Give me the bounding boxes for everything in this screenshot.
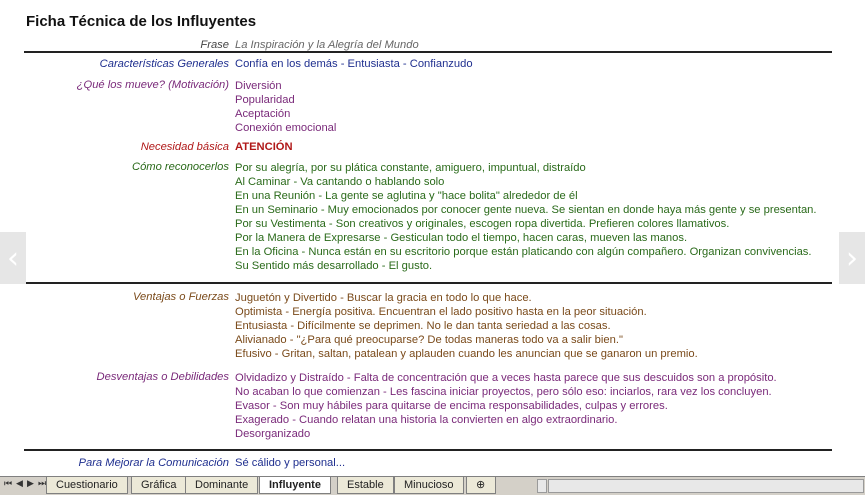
desventajas-label: Desventajas o Debilidades (96, 371, 229, 383)
reconocer-item: Por su alegría, por su plática constante, amiguero, impuntual, distraído (235, 162, 586, 174)
prev-arrow-icon[interactable]: ‹ (0, 232, 26, 284)
tab-influyente[interactable]: Influyente (259, 477, 331, 494)
sheet-tab-bar (0, 476, 865, 495)
desventajas-item: Olvidadizo y Distraído - Falta de concentración que a veces hasta parece que sus descuidos son a propósito. (235, 372, 777, 384)
reconocer-item: Su Sentido más desarrollado - El gusto. (235, 260, 433, 272)
frase-value: La Inspiración y la Alegría del Mundo (235, 39, 419, 51)
ventajas-item: Juguetón y Divertido - Buscar la gracia en todo lo que hace. (235, 292, 532, 304)
motivacion-list (235, 79, 336, 135)
ventajas-item: Optimista - Energía positiva. Encuentran el lado positivo hasta en la peor situación. (235, 306, 647, 318)
desventajas-item: No acaban lo que comienzan - Les fascina iniciar proyectos, pero sólo eso: inciarlos, rara vez los concluyen. (235, 386, 772, 398)
reconocer-item: Por su Vestimenta - Son creativos y originales, escogen ropa divertida. Prefieren colores llamativos. (235, 218, 730, 230)
frase-label: Frase (200, 39, 229, 51)
divider (24, 51, 832, 53)
reconocer-item: Por la Manera de Expresarse - Gesticulan todo el tiempo, hacen caras, mueven las manos. (235, 232, 688, 244)
desventajas-list (235, 371, 777, 441)
prev-sheet-icon[interactable]: ◀ (16, 479, 23, 489)
tab-dominante[interactable]: Dominante (185, 477, 258, 494)
reconocer-list (235, 161, 817, 273)
comunicacion-label: Para Mejorar la Comunicación (78, 457, 229, 469)
ventajas-item: Entusiasta - Difícilmente se deprimen. No le dan tanta seriedad a las cosas. (235, 320, 611, 332)
reconocer-item: Al Caminar - Va cantando o hablando solo (235, 176, 445, 188)
last-sheet-icon[interactable]: ⏭ (38, 479, 47, 489)
tab-grafica[interactable]: Gráfica (131, 477, 186, 494)
desventajas-item: Evasor - Son muy hábiles para quitarse de encima responsabilidades, culpas y errores. (235, 400, 668, 412)
tab-cuestionario[interactable]: Cuestionario (46, 477, 128, 494)
insert-sheet-icon[interactable]: ⊕ (466, 477, 496, 494)
tab-minucioso[interactable]: Minucioso (394, 477, 464, 494)
necesidad-value: ATENCIÓN (235, 141, 293, 153)
caracteristicas-label: Características Generales (99, 58, 229, 70)
horizontal-scrollbar[interactable] (548, 479, 864, 493)
reconocer-item: En una Reunión - La gente se aglutina y "hace bolita" alrededor de él (235, 190, 578, 202)
ventajas-item: Efusivo - Gritan, saltan, patalean y aplauden cuando les anuncian que se ganaron un premio. (235, 348, 698, 360)
ventajas-item: Alivianado - "¿Para qué preocuparse? De todas maneras todo va a salir bien." (235, 334, 623, 346)
motivacion-item: Aceptación (235, 108, 291, 120)
ventajas-list (235, 291, 698, 361)
sheet-title: Ficha Técnica de los Influyentes (26, 13, 257, 30)
comunicacion-value: Sé cálido y personal... (235, 457, 346, 469)
tab-estable[interactable]: Estable (337, 477, 394, 494)
reconocer-item: En un Seminario - Muy emocionados por conocer gente nueva. Se sientan en donde haya más gente y se presentan. (235, 204, 817, 216)
necesidad-label: Necesidad básica (140, 141, 229, 153)
split-handle[interactable] (537, 479, 547, 493)
desventajas-item: Exagerado - Cuando relatan una historia la convierten en algo extraordinario. (235, 414, 618, 426)
first-sheet-icon[interactable]: ⏮ (4, 479, 13, 489)
ventajas-label: Ventajas o Fuerzas (133, 291, 229, 303)
reconocer-label: Cómo reconocerlos (131, 161, 229, 173)
motivacion-item: Conexión emocional (235, 122, 337, 134)
motivacion-label: ¿Qué los mueve? (Motivación) (76, 79, 229, 91)
reconocer-item: En la Oficina - Nunca están en su escritorio porque están platicando con algún compañero. Organizan convivencias. (235, 246, 812, 258)
divider (24, 282, 832, 284)
motivacion-item: Popularidad (235, 94, 295, 106)
next-sheet-icon[interactable]: ▶ (27, 479, 34, 489)
next-arrow-icon[interactable]: › (839, 232, 865, 284)
desventajas-item: Desorganizado (235, 428, 311, 440)
caracteristicas-value: Confía en los demás - Entusiasta - Confianzudo (235, 58, 473, 70)
divider (24, 449, 832, 451)
motivacion-item: Diversión (235, 80, 282, 92)
